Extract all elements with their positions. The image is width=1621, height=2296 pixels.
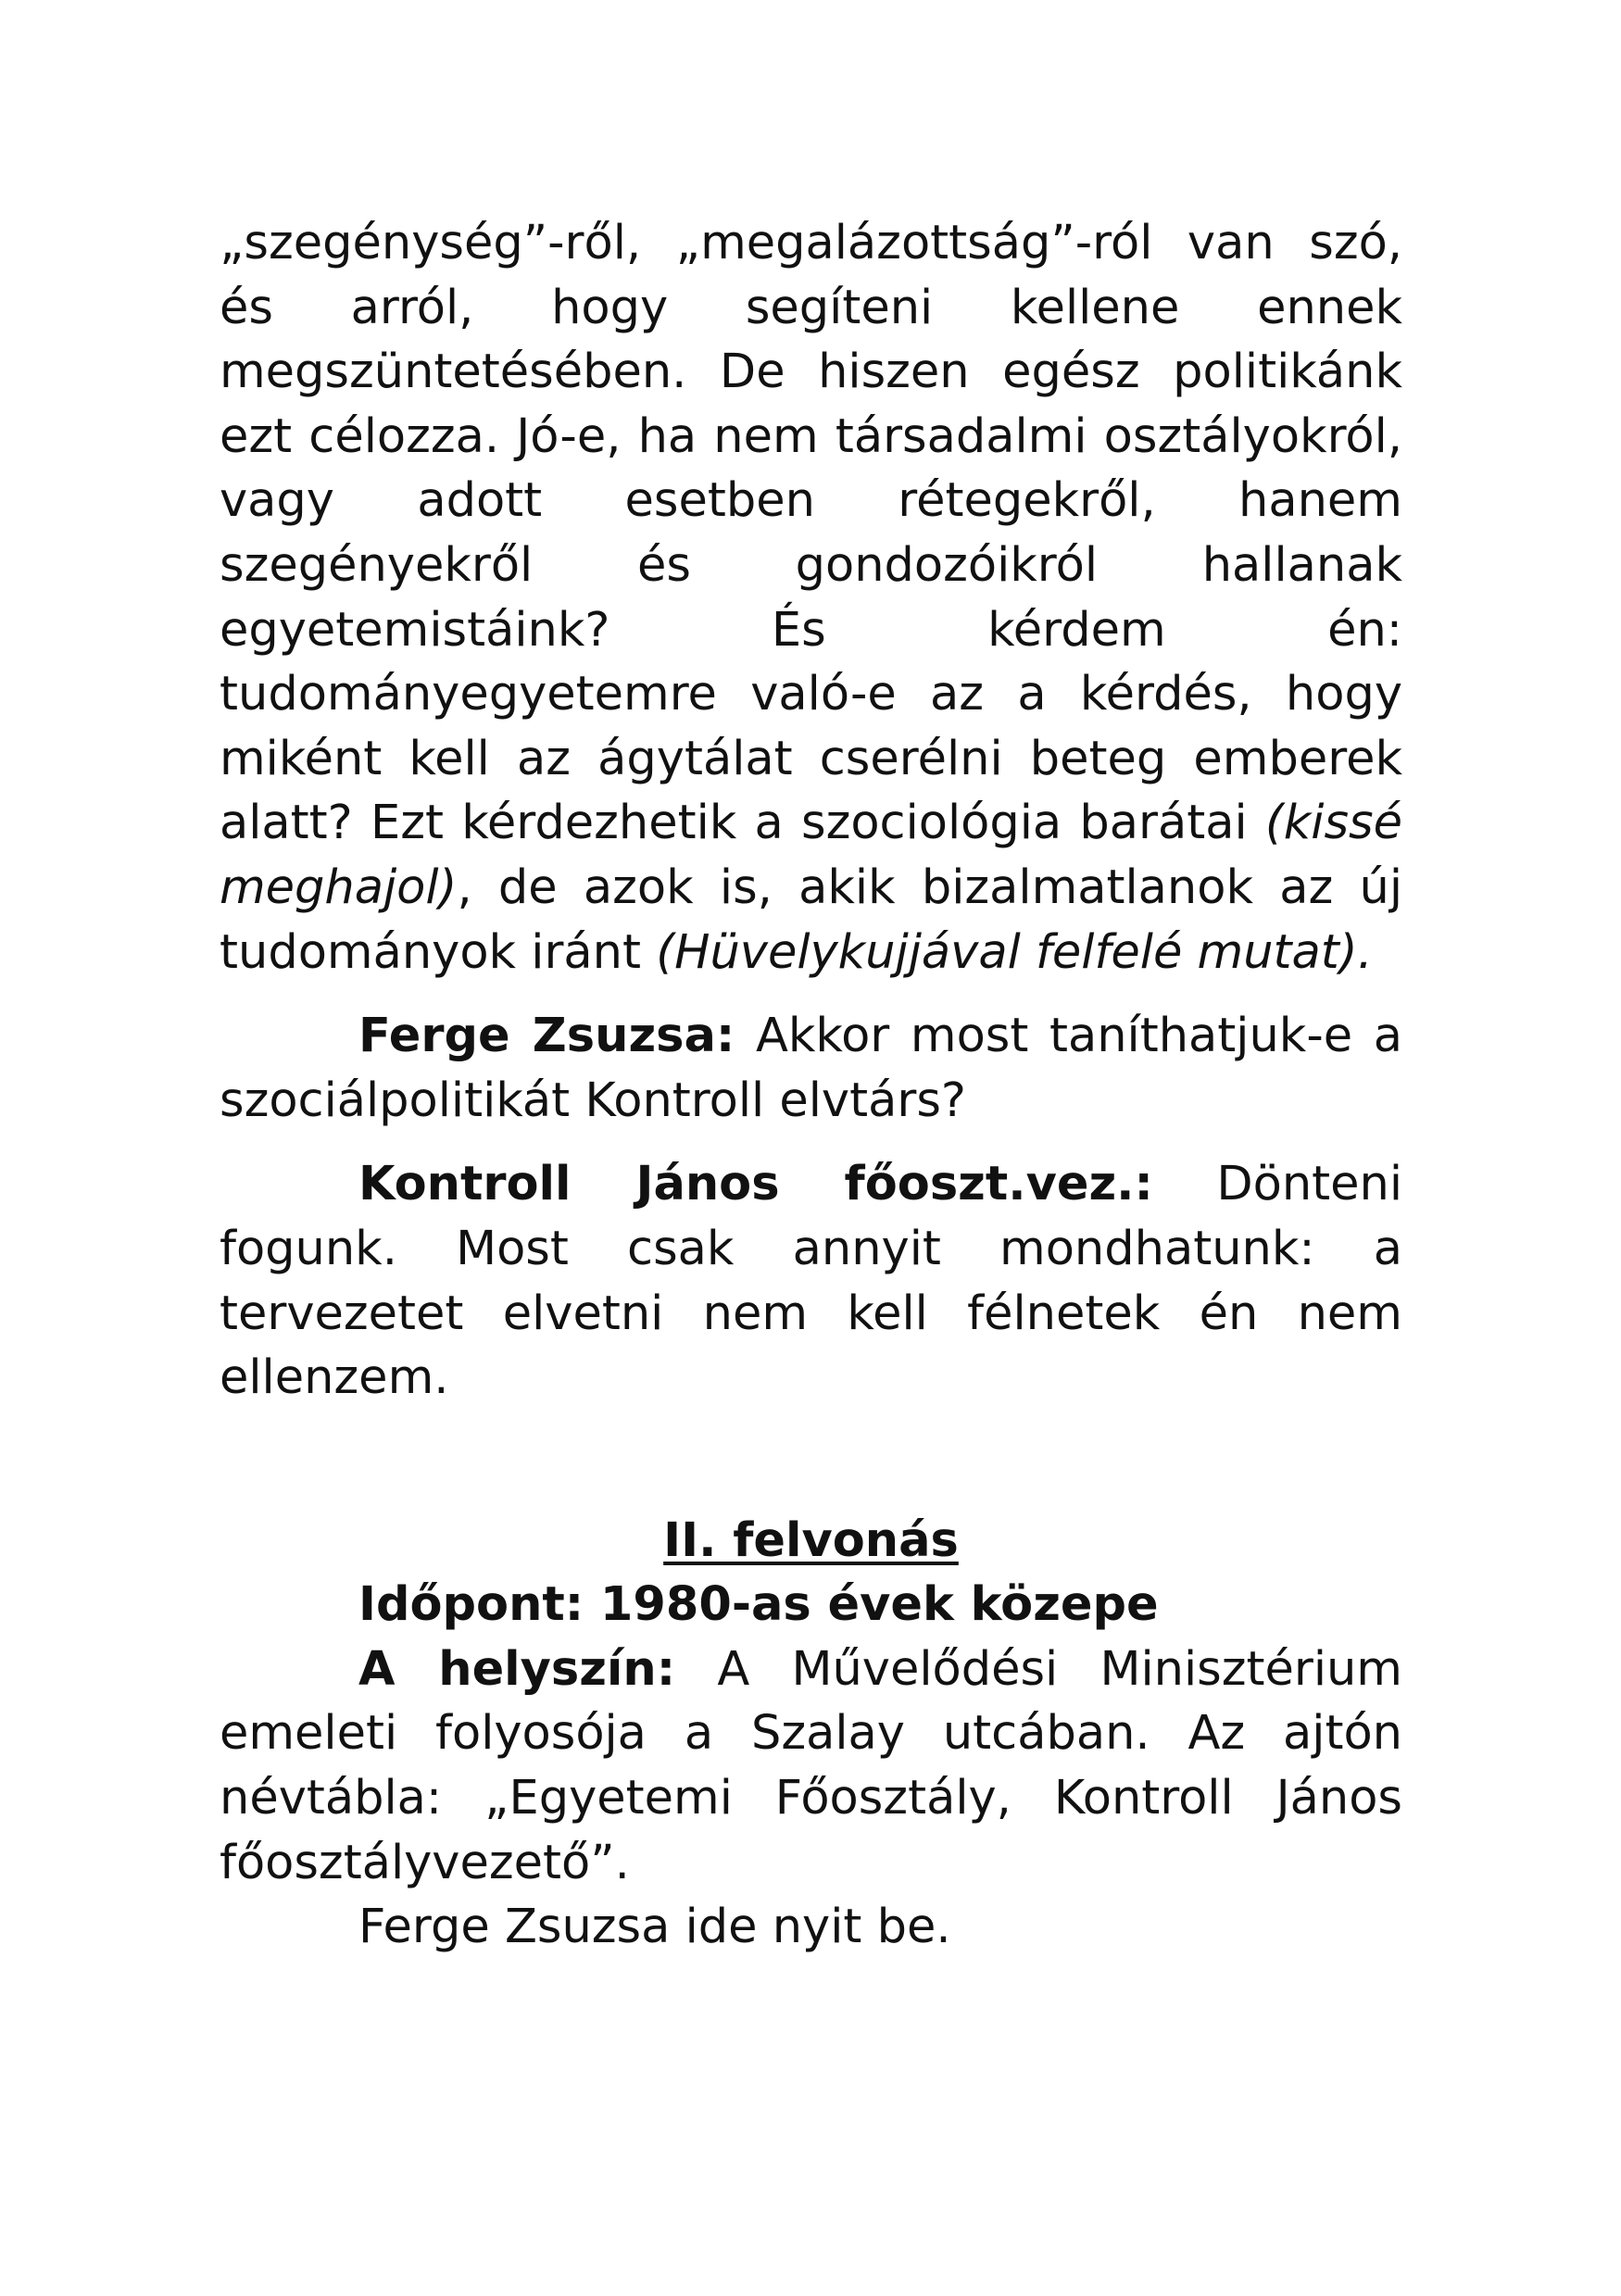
dialogue-line-kontroll [220, 1152, 1402, 1410]
speech-text: „szegénység”-ről, „megalázottság”-ról van szó, és arról, hogy segíteni kellene ennek megszüntetésében. De hiszen egész politikánk ezt célozza. Jó-e, ha nem társadalmi osztályokról, vagy adott esetben rétegekről, hanem szegényekről és gondozóikról hallanak egyetemistáink? És kérdem én: tudományegyetemre való-e az a kérdés, hogy miként kell az ágytálat cserélni beteg emberek alatt? Ezt kérdezhetik a szociológia barátai [220, 216, 1402, 851]
place-text: A Művelődési Minisztérium emeleti folyosója a Szalay utcában. Az ajtón névtábla: „Egyetemi Főosztály, Kontroll János főosztályvezető”. [220, 1641, 1402, 1890]
time-label: Időpont: 1980-as évek közepe [358, 1577, 1159, 1633]
act-heading: II. felvonás [663, 1512, 959, 1568]
act-direction: Ferge Zsuzsa ide nyit be. [358, 1900, 951, 1955]
speaker-name: Kontroll János főoszt.vez.: [358, 1157, 1153, 1212]
speaker-name: Ferge Zsuzsa: [358, 1009, 735, 1064]
stage-direction: (kissé meghajol) [220, 796, 1402, 915]
place-label: A helyszín: [358, 1641, 676, 1697]
dialogue-text: Dönteni fogunk. Most csak annyit mondhatunk: a tervezetet elvetni nem kell félnetek én nem ellenzem. [220, 1157, 1403, 1406]
dialogue-text: Akkor most taníthatjuk-e a szociálpolitikát Kontroll elvtárs? [220, 1009, 1402, 1128]
act-place [220, 1637, 1402, 1895]
act-time [220, 1573, 1402, 1637]
stage-direction: (Hüvelykujjával felfelé mutat). [656, 924, 1373, 980]
dialogue-line-ferge [220, 1004, 1402, 1133]
speech-text: , de azok is, akik bizalmatlanok az új tudományok iránt [220, 859, 1402, 980]
document-page [220, 211, 1402, 1960]
paragraph-speech-continuation [220, 211, 1402, 985]
